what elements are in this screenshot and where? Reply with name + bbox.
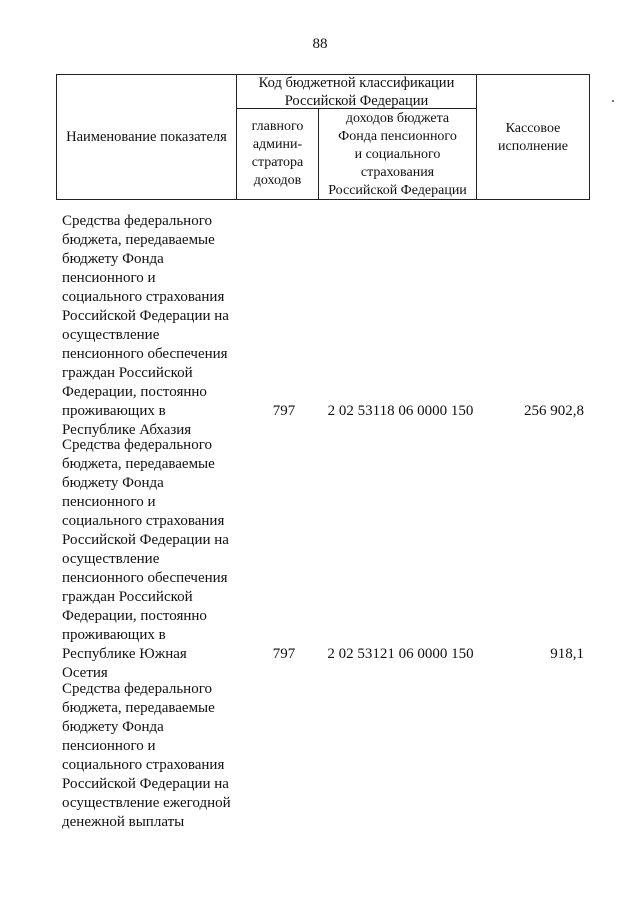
header-execution: Кассовое исполнение [498, 121, 568, 154]
header-name: Наименование показателя [66, 129, 227, 145]
scan-speck [612, 100, 614, 102]
table-header [56, 74, 590, 200]
table-row-3-name: Средства федерального бюджета, передаваемые бюджету Фонда пенсионного и социального страхования Российской Федерации на осуществление ежегодной денежной выплаты [62, 681, 231, 830]
header-bcc-group: Код бюджетной классификации Российской Федерации [258, 75, 455, 109]
table-row-1-amount: 256 902,8 [524, 403, 584, 419]
header-border-right [589, 74, 590, 200]
table-row-2-amount: 918,1 [550, 646, 584, 662]
table-row-2-code: 2 02 53121 06 0000 150 [327, 646, 474, 662]
header-bcc-revenue: доходов бюджета Фонда пенсионного и социального страхования Российской Федерации [328, 111, 467, 198]
table-row-1-code: 2 02 53118 06 0000 150 [327, 403, 474, 419]
header-bcc-admin: главного админи- стратора доходов [251, 119, 304, 188]
page-number: 88 [312, 36, 328, 52]
table-row-2-name: Средства федерального бюджета, передаваемые бюджету Фонда пенсионного и социального страхования Российской Федерации на осуществление пенсионного обеспечения граждан Российской Федерации, постоянно проживающих в Республике Южная Осетия [62, 437, 229, 681]
table-row-1-name: Средства федерального бюджета, передаваемые бюджету Фонда пенсионного и социального страхования Российской Федерации на осуществление пенсионного обеспечения граждан Российской Федерации, постоянно проживающих в Республике Абхазия [62, 213, 229, 438]
table-row-2-admin: 797 [272, 646, 296, 662]
table-row-1-admin: 797 [272, 403, 296, 419]
